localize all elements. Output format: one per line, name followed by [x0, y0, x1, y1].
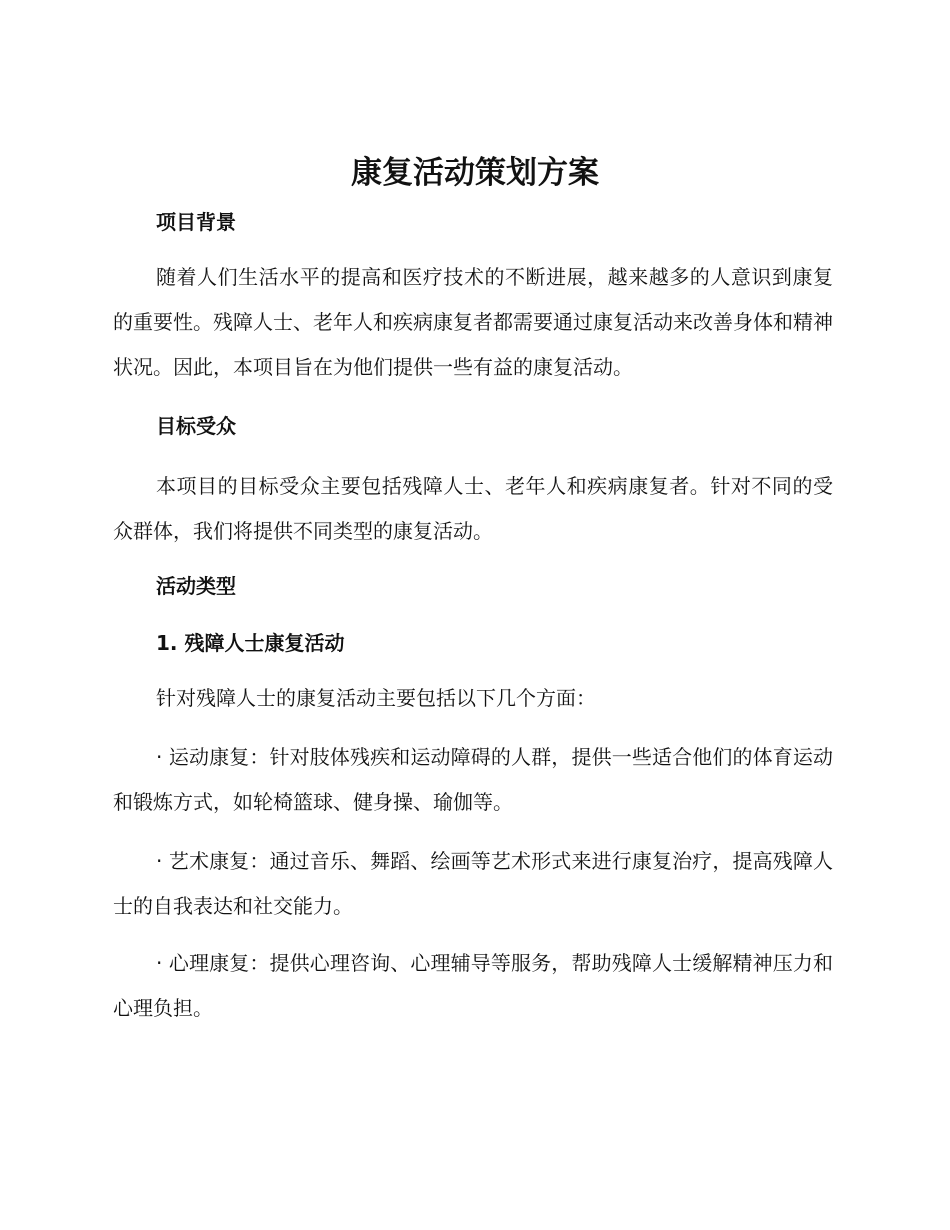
- list-item-psych-rehab: · 心理康复：提供心理咨询、心理辅导等服务，帮助残障人士缓解精神压力和心理负担。: [113, 951, 833, 1020]
- section-heading-audience: 目标受众: [156, 414, 236, 438]
- paragraph-background: 随着人们生活水平的提高和医疗技术的不断进展，越来越多的人意识到康复的重要性。残障人士、老年人和疾病康复者都需要通过康复活动来改善身体和精神状况。因此，本项目旨在为他们提供一些有益的康复活动。: [113, 265, 833, 379]
- list-item-sports-rehab: · 运动康复：针对肢体残疾和运动障碍的人群，提供一些适合他们的体育运动和锻炼方式，如轮椅篮球、健身操、瑜伽等。: [113, 745, 833, 814]
- paragraph-intro: 针对残障人士的康复活动主要包括以下几个方面：: [156, 686, 596, 710]
- subheading-disabled-rehab: 1. 残障人士康复活动: [156, 631, 345, 655]
- document-title: 康复活动策划方案: [351, 155, 599, 191]
- paragraph-audience: 本项目的目标受众主要包括残障人士、老年人和疾病康复者。针对不同的受众群体，我们将提供不同类型的康复活动。: [113, 474, 833, 543]
- section-heading-activity-types: 活动类型: [156, 574, 236, 598]
- list-item-art-rehab: · 艺术康复：通过音乐、舞蹈、绘画等艺术形式来进行康复治疗，提高残障人士的自我表达和社交能力。: [113, 849, 833, 918]
- section-heading-background: 项目背景: [156, 210, 236, 234]
